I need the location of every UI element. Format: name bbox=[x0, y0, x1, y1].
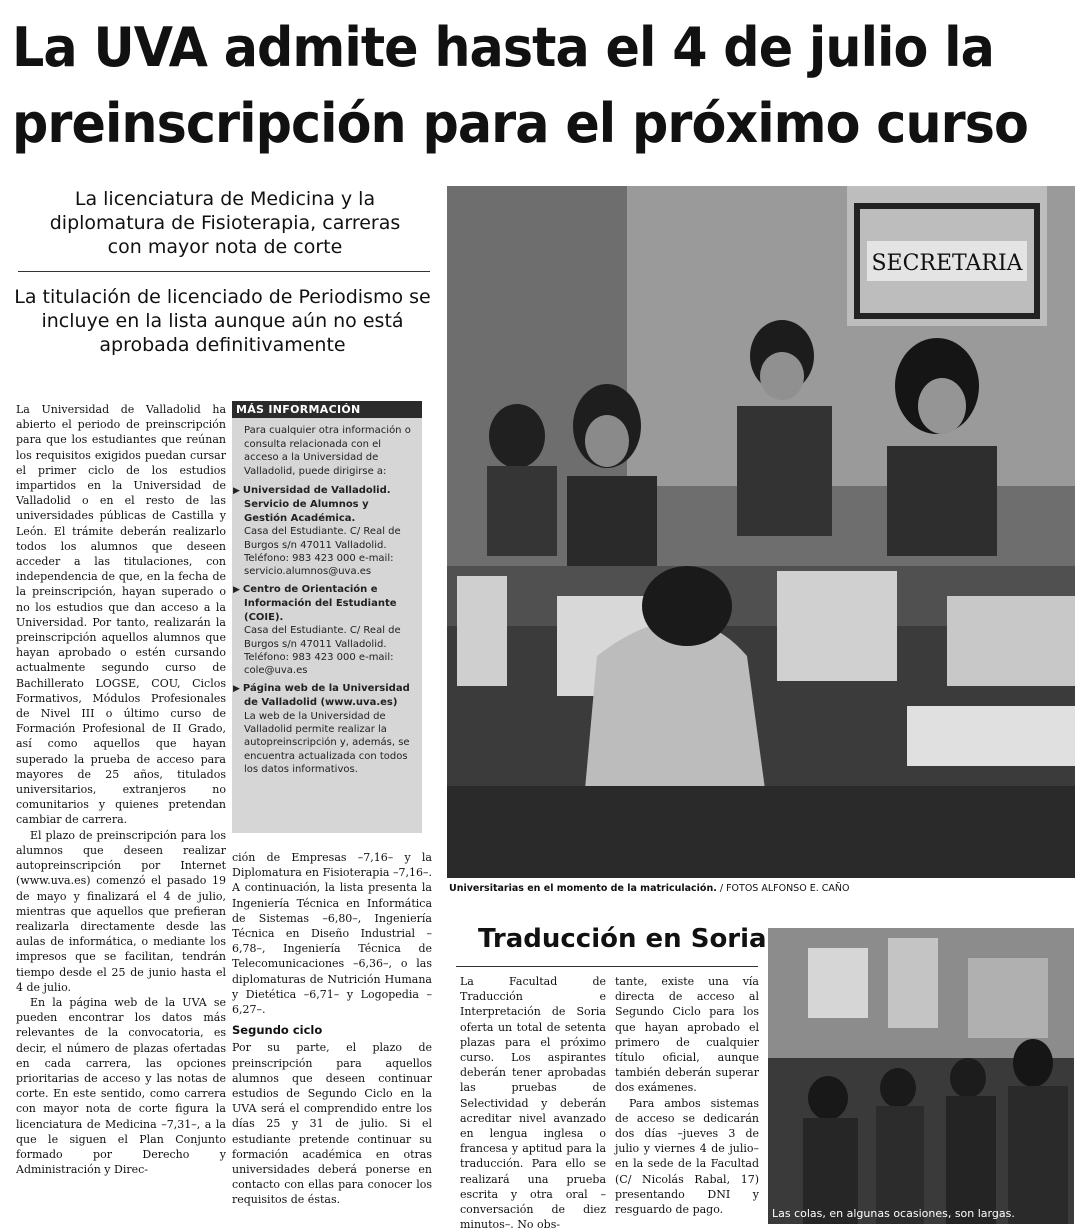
subhead-divider bbox=[18, 271, 430, 272]
sidebar-column-a bbox=[460, 974, 606, 1232]
main-photo-illustration bbox=[447, 186, 1075, 878]
headline-line-1: La UVA admite hasta el 4 de julio la bbox=[12, 16, 994, 79]
info-entry-detail: Casa del Estudiante. C/ Real de Burgos s/n 47011 Valladolid. Teléfono: 983 423 000 e-mail: servicio.alumnos@uva.es bbox=[244, 526, 401, 578]
subhead-2: La titulación de licenciado de Periodismo se incluye en la lista aunque aún no está aprobada definitivamente bbox=[14, 286, 431, 356]
photo-credit: / FOTOS ALFONSO E. CAÑO bbox=[716, 883, 850, 894]
info-entry-name: Página web de la Universidad de Valladolid (www.uva.es) bbox=[242, 682, 410, 709]
paragraph: Por su parte, el plazo de preinscripción para aquellos alumnos que deseen continuar estudios de Segundo Ciclo en la UVA será el comprendido entre los días 25 y 31 de julio. Si el estudiante pretende continuar su formación académica en otras universidades deberá ponerse en contacto con ellas para conocer los requisitos de éstas. bbox=[232, 1041, 432, 1207]
headline-line-2: preinscripción para el próximo curso bbox=[12, 92, 1028, 155]
info-box-title: MÁS INFORMACIÓN bbox=[232, 401, 422, 418]
paragraph: La Facultad de Traducción e Interpretación de Soria oferta un total de setenta plazas para el próximo curso. Los aspirantes deberán tener aprobadas las pruebas de Selectividad y deberán acreditar nivel avanzado en lengua inglesa o francesa y aptitud para la traducción. Para ello se realizará una prueba escrita y otra oral –conversación de diez minutos–. No obs- bbox=[460, 975, 606, 1232]
queue-photo bbox=[768, 928, 1074, 1224]
queue-photo-illustration bbox=[768, 928, 1074, 1224]
arrow-icon: ▶ bbox=[233, 683, 240, 694]
info-entry-detail: La web de la Universidad de Valladolid permite realizar la autopreinscripción y, además, se encuentra actualizada con todos los datos informativos. bbox=[244, 710, 410, 776]
info-box bbox=[232, 401, 422, 833]
paragraph: La Universidad de Valladolid ha abierto el periodo de preinscripción para que los estudiantes que reúnan los requisitos exigidos puedan cursar el primer ciclo de los estudios impartidos en la Universidad de Valladolid o en el resto de las universidades públicas de Castilla y León. El trámite deberán realizarlo todos los alumnos que deseen acceder a las titulaciones, con independencia de que, en la fecha de la preinscripción, hayan superado o no los estudios que dan acceso a la Universidad. Por tanto, realizarán la preinscripción aquellos alumnos que hayan aprobado o estén cursando actualmente segundo curso de Bachillerato LOGSE, COU, Ciclos Formativos, Módulos Profesionales de Nivel III o último curso de Formación Profesional de II Grado, así como aquellos que hayan superado la prueba de acceso para mayores de 25 años, titulados universitarios, extranjeros no comunitarios y quienes pretendan cambiar de carrera. bbox=[16, 403, 226, 827]
info-entry-name: Universidad de Valladolid. Servicio de Alumnos y Gestión Académica. bbox=[242, 485, 391, 524]
info-entry-name: Centro de Orientación e Información del Estudiante (COIE). bbox=[242, 583, 397, 623]
sidebar-title: Traducción en Soria bbox=[478, 924, 767, 954]
paragraph: Para ambos sistemas de acceso se dedicarán dos días –jueves 3 de julio y viernes 4 de julio– en la sede de la Facultad (C/ Nicolás Rabal, 17) presentando DNI y resguardo de pago. bbox=[615, 1096, 759, 1217]
subhead-1: La licenciatura de Medicina y la diplomatura de Fisioterapia, carreras con mayor nota de corte bbox=[49, 188, 401, 258]
paragraph: El plazo de preinscripción para los alumnos que deseen realizar autopreinscripción por Internet (www.uva.es) comenzó el pasado 19 de mayo y finalizará el 4 de julio, mientras que aquellos que prefieran realizarla directamente desde las aulas de informática, o mediante los impresos que se facilitan, tendrán tiempo desde el 25 de junio hasta el 4 de julio. bbox=[16, 828, 226, 994]
caption-text: Universitarias en el momento de la matriculación. bbox=[449, 883, 717, 894]
article-column-2 bbox=[232, 850, 432, 1208]
main-photo bbox=[447, 186, 1075, 878]
sidebar-column-b bbox=[615, 974, 759, 1217]
info-box-intro: Para cualquier otra información o consulta relacionada con el acceso a la Universidad de Valladolid, puede dirigirse a: bbox=[244, 425, 411, 477]
info-entry bbox=[233, 583, 414, 678]
paragraph: ción de Empresas –7,16– y la Diplomatura en Fisioterapia –7,16–. A continuación, la lista presenta la Ingeniería Técnica en Informática de Sistemas –6,80–, Ingeniería Técnica en Diseño Industrial –6,78–, Ingeniería Técnica de Telecomunicaciones –6,36–, o las diplomaturas de Nutrición Humana y Dietética –6,71– y Logopedia –6,27–. bbox=[232, 851, 432, 1017]
main-photo-caption bbox=[449, 883, 1069, 894]
sidebar-divider bbox=[456, 966, 758, 967]
info-entry-detail: Casa del Estudiante. C/ Real de Burgos s/n 47011 Valladolid. Teléfono: 983 423 000 e-mail: cole@uva.es bbox=[244, 625, 401, 677]
headline bbox=[12, 10, 1028, 162]
arrow-icon: ▶ bbox=[233, 584, 240, 595]
section-title: Segundo ciclo bbox=[232, 1023, 323, 1038]
info-entry bbox=[233, 484, 414, 579]
queue-photo-caption: Las colas, en algunas ocasiones, son largas. bbox=[772, 1207, 1015, 1220]
secretaria-sign: SECRETARIA bbox=[871, 251, 1023, 276]
paragraph: En la página web de la UVA se pueden encontrar los datos más relevantes de la convocatoria, es decir, el número de plazas ofertadas en cada carrera, las opciones prioritarias de acceso y las notas de corte. En este sentido, como carrera con mayor nota de corte figura la licenciatura de Medicina –7,31–, a la que le siguen el Plan Conjunto formado por Derecho y Administración y Direc- bbox=[16, 995, 226, 1177]
article-column-1 bbox=[16, 402, 226, 1177]
info-entry bbox=[233, 682, 414, 777]
arrow-icon: ▶ bbox=[233, 486, 240, 497]
paragraph: tante, existe una vía directa de acceso al Segundo Ciclo para los que hayan aprobado el primero de cualquier título oficial, aunque también deberán superar dos exámenes. bbox=[615, 975, 759, 1095]
